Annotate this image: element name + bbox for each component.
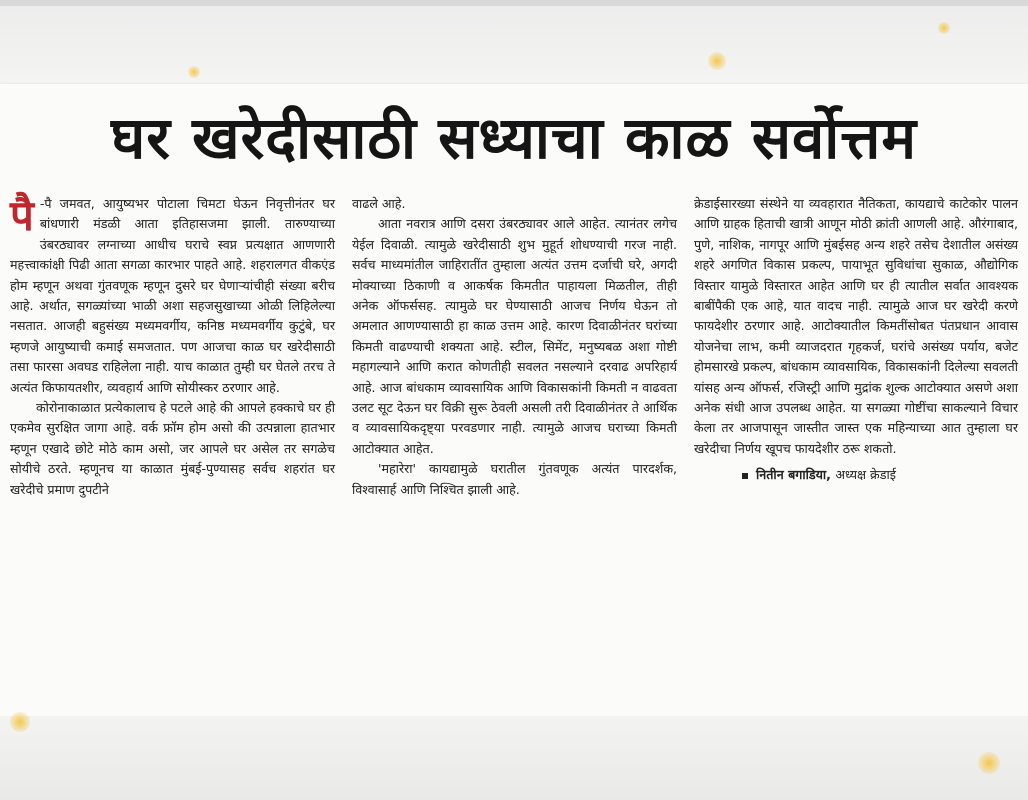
confetti-speck [188, 66, 200, 78]
article-paragraph: आता नवरात्र आणि दसरा उंबरठ्यावर आले आहेत. त्यानंतर लगेच येईल दिवाळी. त्यामुळे खरेदीसाठी शुभ मुहूर्त शोधण्याची गरज नाही. सर्वच माध्यमांतील जाहिरातींत तुम्हाला अत्यंत उत्तम दर्जाची घरे, अगदी मोक्याच्या ठिकाणी व आकर्षक किमतीत पाहायला मिळतील, तीही अनेक ऑफर्ससह. त्यामुळे घर घेण्यासाठी आजच निर्णय घेऊन तो अमलात आणण्यासाठी हा काळ उत्तम आहे. कारण दिवाळीनंतर घरांच्या किमती वाढण्याची शक्यता आहे. स्टील, सिमेंट, मनुष्यबळ अशा गोष्टी महागल्याने आणि करात कोणतीही सवलत नसल्याने दरवाढ अपरिहार्य आहे. आज बांधकाम व्यावसायिक आणि विकासकांनी किमती न वाढवता उलट सूट देऊन घर विक्री सुरू ठेवली असली तरी दिवाळीनंतर ते आर्थिक व व्यावसायिकदृष्ट्या परवडणार नाही. त्यामुळे आजच घराच्या किमती आटोक्यात आहेत. [352, 216, 677, 456]
article-column-3 [694, 194, 1018, 486]
article-paragraph: पै -पै जमवत, आयुष्यभर पोटाला चिमटा घेऊन निवृत्तीनंतर घर बांधणारी मंडळी आता इतिहासजमा झाली. तारुण्याच्या उंबरठ्यावर लग्नाच्या आधीच घराचे स्वप्न प्रत्यक्षात आणणारी महत्त्वाकांक्षी पिढी आता सगळा कारभार पाहते आहे. शहरालगत वीकएंड होम म्हणून अथवा गुंतवणूक म्हणून दुसरे घर घेणाऱ्यांचीही संख्या बरीच आहे. अर्थात, सगळ्यांच्या भाळी अशा सहजसुखाच्या ओळी लिहिलेल्या नसतात. आजही बहुसंख्य मध्यमवर्गीय, कनिष्ठ मध्यमवर्गीय कुटुंबे, घर म्हणजे आयुष्याची कमाई समजतात. पण आजचा काळ घर खरेदीसाठी तसा फारसा अवघड राहिलेला नाही. याच काळात तुम्ही घर घेतले तरच ते अत्यंत किफायतशीर, व्यवहार्य आणि सोयीस्कर ठरणार आहे. [10, 191, 335, 395]
bullet-icon [742, 473, 748, 479]
photo-background-top [0, 0, 1028, 84]
article-column-2 [352, 194, 677, 500]
confetti-speck [938, 22, 950, 34]
confetti-speck [978, 752, 1000, 774]
article-paragraph: कोरोनाकाळात प्रत्येकालाच हे पटले आहे की आपले हक्काचे घर ही एकमेव सुरक्षित जागा आहे. वर्क फ्रॉम होम असो की उत्पन्नाला हातभार म्हणून एखादे छोटे मोठे काम असो, जर आपले घर असेल तर सगळेच सोयीचे ठरते. म्हणूनच या काळात मुंबई-पुण्यासह सर्वच शहरांत घर खरेदीचे प्रमाण दुपटीने [10, 400, 335, 497]
article-column-1 [10, 191, 335, 500]
photo-background-bottom [0, 716, 1028, 800]
newspaper-clipping [0, 84, 1028, 716]
article-paragraph: वाढले आहे. [352, 196, 406, 211]
author-role: अध्यक्ष क्रेडाई [835, 467, 896, 483]
article-paragraph: 'महारेरा' कायद्यामुळे घरातील गुंतवणूक अत्यंत पारदर्शक, विश्वासार्ह आणि निश्चित झाली आहे. [352, 461, 677, 497]
confetti-speck [708, 52, 726, 70]
author-byline [694, 465, 1018, 485]
article-headline: घर खरेदीसाठी सध्याचा काळ सर्वोत्तम [110, 104, 918, 172]
author-name: नितीन बगाडिया, [756, 467, 831, 483]
confetti-speck [10, 712, 30, 732]
article-paragraph: क्रेडाईसारख्या संस्थेने या व्यवहारात नैतिकता, कायद्याचे काटेकोर पालन आणि ग्राहक हिताची खात्री आणून मोठी क्रांती आणली आहे. औरंगाबाद, पुणे, नाशिक, नागपूर आणि मुंबईसह अन्य शहरे तसेच देशातील असंख्य शहरे अगणित विकास प्रकल्प, पायाभूत सुविधांचा सुकाळ, औद्योगिक विस्तार यामुळे विस्तारत आहेत आणि घर ही त्यातील सर्वात आवश्यक बाबींपैकी एक आहे, यात वादच नाही. त्यामुळे आज घर खरेदी करणे फायदेशीर ठरणार आहे. आटोक्यातील किमतींसोबत पंतप्रधान आवास योजनेचा लाभ, कमी व्याजदरात गृहकर्ज, घरांचे असंख्य पर्याय, बजेट होमसारखे प्रकल्प, बांधकाम व्यावसायिक, विकासकांनी दिलेल्या सवलती यांसह अन्य ऑफर्स, रजिस्ट्री आणि मुद्रांक शुल्क आटोक्यात असणे अशा अनेक संधी आज उपलब्ध आहेत. या सगळ्या गोष्टींचा साकल्याने विचार केला तर आजपासून जास्तीत जास्त एक महिन्याच्या आत तुम्हाला घर खरेदीचा निर्णय खूपच फायदेशीर ठरू शकतो. [694, 196, 1018, 456]
drop-cap: पै [10, 191, 34, 240]
